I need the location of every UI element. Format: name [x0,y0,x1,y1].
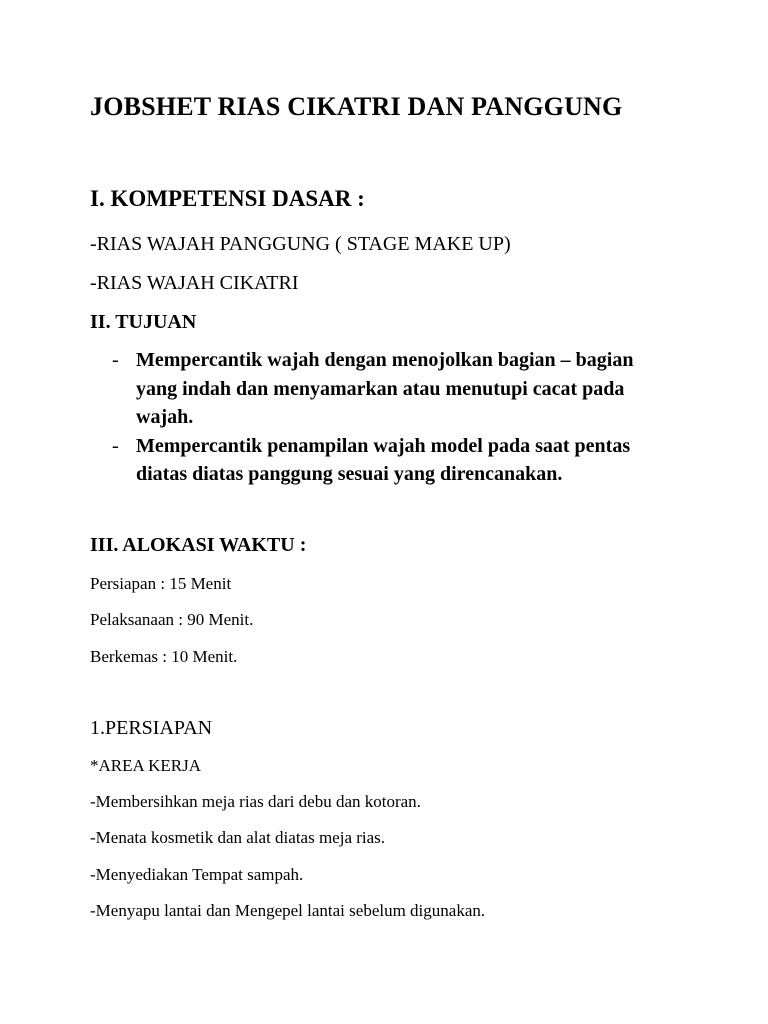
section-tujuan-heading: II. TUJUAN [90,311,197,333]
section-kompetensi-heading: I. KOMPETENSI DASAR : [90,186,365,211]
persiapan-item: -Menyapu lantai dan Mengepel lantai sebelum digunakan. [90,901,486,920]
alokasi-item: Pelaksanaan : 90 Menit. [90,610,254,629]
persiapan-subheading: *AREA KERJA [90,756,201,775]
document-title: JOBSHET RIAS CIKATRI DAN PANGGUNG [90,92,623,121]
kompetensi-item: -RIAS WAJAH PANGGUNG ( STAGE MAKE UP) [90,233,511,255]
alokasi-item: Persiapan : 15 Menit [90,574,232,593]
bullet-dash: - [112,349,119,371]
tujuan-list-item [90,432,676,489]
kompetensi-item: -RIAS WAJAH CIKATRI [90,272,299,294]
persiapan-item: -Membersihkan meja rias dari debu dan kotoran. [90,792,421,811]
section-persiapan-heading: 1.PERSIAPAN [90,717,213,739]
tujuan-list [90,346,690,489]
persiapan-item: -Menyediakan Tempat sampah. [90,865,304,884]
bullet-dash: - [112,434,119,457]
alokasi-item: Berkemas : 10 Menit. [90,647,238,666]
section-alokasi-heading: III. ALOKASI WAKTU : [90,534,307,556]
tujuan-text: Mempercantik wajah dengan menojolkan bagian – bagian yang indah dan menyamarkan atau menutupi cacat pada wajah. [136,349,634,428]
tujuan-list-item [90,346,676,432]
persiapan-item: -Menata kosmetik dan alat diatas meja rias. [90,828,386,847]
tujuan-text: Mempercantik penampilan wajah model pada saat pentas diatas diatas panggung sesuai yang direncanakan. [136,434,631,485]
